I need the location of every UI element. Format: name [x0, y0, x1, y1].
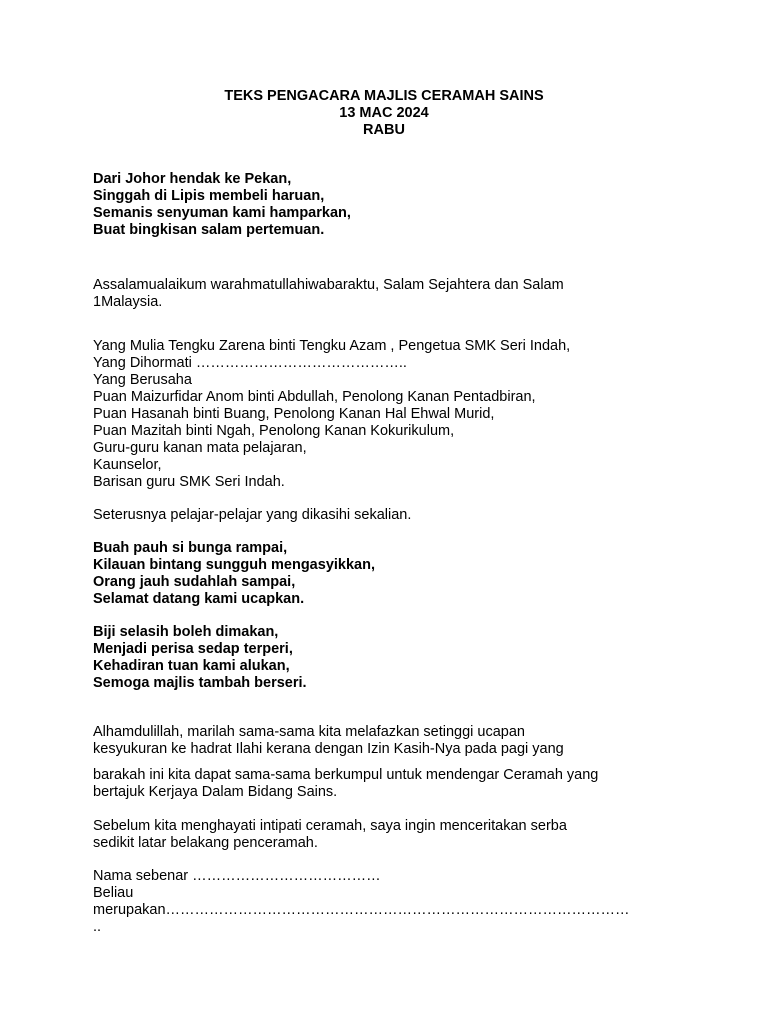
gratitude-paragraph-2	[93, 767, 693, 801]
pantun-line: Buat bingkisan salam pertemuan.	[93, 222, 325, 238]
salutation-line: Barisan guru SMK Seri Indah.	[93, 474, 285, 490]
pantun-line: Kilauan bintang sungguh mengasyikkan,	[93, 557, 375, 573]
salutation-line: Yang Dihormati ……………………………………..	[93, 355, 407, 371]
pantun-line: Semoga majlis tambah berseri.	[93, 675, 307, 691]
gratitude-line: barakah ini kita dapat sama-sama berkumpul untuk mendengar Ceramah yang	[93, 767, 599, 783]
pantun-line: Orang jauh sudahlah sampai,	[93, 574, 296, 590]
intro-line: Sebelum kita menghayati intipati ceramah, saya ingin menceritakan serba	[93, 818, 567, 834]
pantun-line: Menjadi perisa sedap terperi,	[93, 641, 293, 657]
speaker-details	[93, 868, 693, 936]
greeting-line: Assalamualaikum warahmatullahiwabaraktu, Salam Sejahtera dan Salam	[93, 277, 564, 293]
gratitude-line: kesyukuran ke hadrat Ilahi kerana dengan Izin Kasih-Nya pada pagi yang	[93, 741, 564, 757]
speaker-name-line: Nama sebenar …………………………………	[93, 868, 381, 884]
pantun-presence	[93, 624, 693, 692]
students-paragraph	[93, 507, 693, 524]
gratitude-line: bertajuk Kerjaya Dalam Bidang Sains.	[93, 784, 338, 800]
salutation-line: Yang Mulia Tengku Zarena binti Tengku Azam , Pengetua SMK Seri Indah,	[93, 338, 571, 354]
students-line: Seterusnya pelajar-pelajar yang dikasihi sekalian.	[93, 507, 412, 523]
gratitude-line: Alhamdulillah, marilah sama-sama kita melafazkan setinggi ucapan	[93, 724, 525, 740]
intro-line: sedikit latar belakang penceramah.	[93, 835, 318, 851]
pantun-welcome	[93, 540, 693, 608]
pantun-opening	[93, 171, 693, 239]
salutations-list	[93, 338, 693, 491]
document-title: TEKS PENGACARA MAJLIS CERAMAH SAINS	[224, 88, 544, 104]
salutation-line: Yang Berusaha	[93, 372, 192, 388]
pantun-line: Semanis senyuman kami hamparkan,	[93, 205, 351, 221]
pantun-line: Kehadiran tuan kami alukan,	[93, 658, 290, 674]
speaker-detail-line: ..	[93, 919, 102, 935]
pantun-line: Buah pauh si bunga rampai,	[93, 540, 288, 556]
document-date: 13 MAC 2024	[339, 105, 429, 121]
greeting-line: 1Malaysia.	[93, 294, 163, 310]
salutation-line: Guru-guru kanan mata pelajaran,	[93, 440, 307, 456]
pantun-line: Dari Johor hendak ke Pekan,	[93, 171, 292, 187]
pantun-line: Biji selasih boleh dimakan,	[93, 624, 279, 640]
salutation-line: Kaunselor,	[93, 457, 162, 473]
salutation-line: Puan Maizurfidar Anom binti Abdullah, Penolong Kanan Pentadbiran,	[93, 389, 536, 405]
speaker-detail-line: Beliau	[93, 885, 134, 901]
gratitude-paragraph-1	[93, 724, 693, 758]
intro-speaker-paragraph	[93, 818, 693, 852]
salutation-line: Puan Hasanah binti Buang, Penolong Kanan Hal Ehwal Murid,	[93, 406, 495, 422]
document-day: RABU	[363, 122, 405, 138]
document-header	[0, 88, 768, 139]
pantun-line: Selamat datang kami ucapkan.	[93, 591, 305, 607]
pantun-line: Singgah di Lipis membeli haruan,	[93, 188, 325, 204]
speaker-detail-line: merupakan……………………………………………………………………………………	[93, 902, 630, 918]
greeting-paragraph	[93, 277, 693, 311]
salutation-line: Puan Mazitah binti Ngah, Penolong Kanan Kokurikulum,	[93, 423, 455, 439]
